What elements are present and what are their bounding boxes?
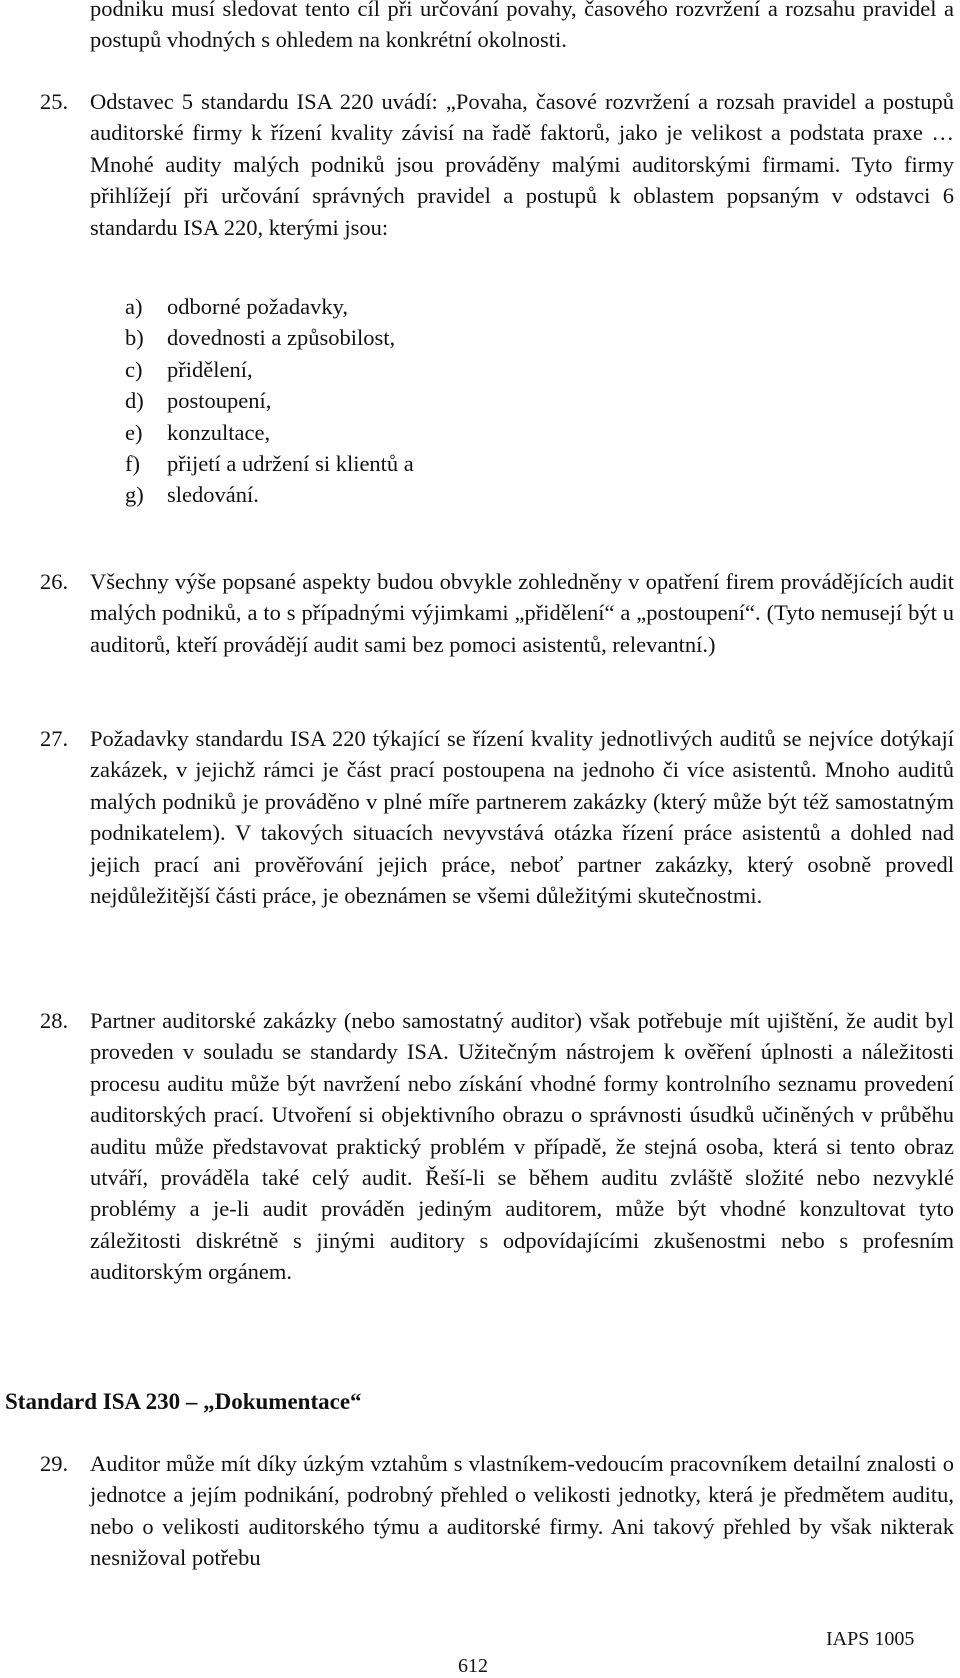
- paragraph-29: [40, 1448, 954, 1574]
- paragraph-25: [40, 86, 954, 243]
- list-item-text: konzultace,: [167, 419, 271, 445]
- intro-paragraph: [90, 0, 954, 56]
- paragraph-27: [40, 723, 954, 911]
- list-item-text: postoupení,: [167, 388, 272, 414]
- paragraph-26: [40, 566, 954, 660]
- list-marker: b): [125, 325, 144, 351]
- list-item: [125, 291, 414, 322]
- list-marker: a): [125, 294, 143, 319]
- list-item-text: přijetí a udržení si klientů a: [167, 451, 414, 477]
- list-item-text: přidělení,: [167, 356, 253, 382]
- list-item: [125, 479, 414, 510]
- list-item-text: sledování.: [167, 482, 259, 508]
- list-item-text: dovednosti a způsobilost,: [167, 325, 396, 351]
- list-marker: d): [125, 388, 144, 414]
- list-item: [125, 354, 414, 385]
- paragraph-text: Auditor může mít díky úzkým vztahům s vlastníkem-vedoucím pracovníkem detailní znalosti o jednotce a jejím podnikání, podrobný přehled o velikosti jednotky, která je předmětem auditu, nebo o velikosti auditorského týmu a auditorské firmy. Ani takový přehled by však nikterak nesnižoval potřebu: [90, 1451, 954, 1571]
- ordered-list: [125, 291, 414, 511]
- list-marker: c): [125, 356, 143, 382]
- footer-reference: IAPS 1005: [826, 1628, 915, 1650]
- paragraph-text: Požadavky standardu ISA 220 týkající se řízení kvality jednotlivých auditů se nejvíce dotýkají zakázek, v jejichž rámci je část prací postoupena na jednoho či více asistentů. Mnoho auditů malých podniků je prováděno v plné míře partnerem zakázky (který může být též samostatným podnikatelem). V takových situacích nevyvstává otázka řízení práce asistentů a dohled nad jejich prací ani prověřování jejich práce, neboť partner zakázky, který osobně provedl nejdůležitější části práce, je obeznámen se všemi důležitými skutečnostmi.: [90, 726, 954, 909]
- section-heading: Standard ISA 230 – „Dokumentace“: [5, 1389, 362, 1414]
- paragraph-text: Odstavec 5 standardu ISA 220 uvádí: „Povaha, časové rozvržení a rozsah pravidel a postupů auditorské firmy k řízení kvality závisí na řadě faktorů, jako je velikost a podstata praxe … Mnohé audity malých podniků jsou prováděny malými auditorskými firmami. Tyto firmy přihlížejí při určování správných pravidel a postupů k oblastem popsaným v odstavci 6 standardu ISA 220, kterými jsou:: [90, 89, 954, 240]
- paragraph-number: 28.: [40, 1008, 69, 1033]
- paragraph-number: 29.: [40, 1451, 69, 1476]
- list-item: [125, 417, 414, 448]
- paragraph-number: 26.: [40, 569, 69, 594]
- list-marker: g): [125, 482, 144, 508]
- intro-text: podniku musí sledovat tento cíl při určování povahy, časového rozvržení a rozsahu pravidel a postupů vhodných s ohledem na konkrétní okolnosti.: [90, 0, 954, 53]
- paragraph-28: [40, 1005, 954, 1288]
- list-marker: f): [125, 451, 140, 477]
- list-item: [125, 322, 414, 353]
- paragraph-text: Všechny výše popsané aspekty budou obvykle zohledněny v opatření firem provádějících audit malých podniků, a to s případnými výjimkami „přidělení“ a „postoupení“. (Tyto nemusejí být u auditorů, kteří provádějí audit sami bez pomoci asistentů, relevantní.): [90, 569, 954, 657]
- list-marker: e): [125, 419, 143, 445]
- list-item: [125, 448, 414, 479]
- paragraph-text: Partner auditorské zakázky (nebo samostatný auditor) však potřebuje mít ujištění, že audit byl proveden v souladu se standardy ISA. Užitečným nástrojem k ověření úplnosti a náležitosti procesu auditu může být navržení nebo získání vhodné formy kontrolního seznamu provedení auditorských prací. Utvoření si objektivního obrazu o správnosti úsudků učiněných v průběhu auditu může představovat praktický problém v případě, že stejná osoba, která si tento obraz utváří, prováděla také celý audit. Řeší-li se během auditu zvláště složité nebo nezvyklé problémy a je-li audit prováděn jediným auditorem, může být vhodné konzultovat tyto záležitosti diskrétně s jinými auditory s odpovídajícími zkušenostmi nebo s profesním auditorským orgánem.: [90, 1008, 954, 1285]
- page-number: 612: [458, 1655, 488, 1677]
- paragraph-number: 25.: [40, 89, 69, 114]
- paragraph-number: 27.: [40, 726, 69, 751]
- list-item-text: odborné požadavky,: [167, 294, 348, 319]
- list-item: [125, 385, 414, 416]
